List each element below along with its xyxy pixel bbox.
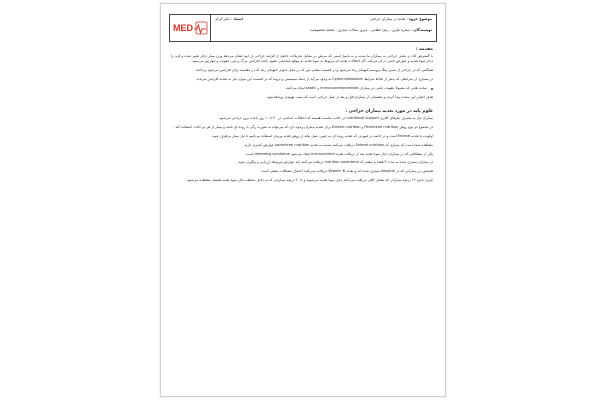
bullet-dot-icon: [431, 88, 433, 90]
paragraph: یکی از مشکلاتی که در بیماران دچار سوء تغذیه بعد از دریافت تغذیه micronutrient ایجاد می‌شود refeeding syndrome است.: [245, 151, 433, 156]
paragraph: مشاهده شده است که بیماری که Enteral nutrition دریافت می‌کنند نسبت به تغذیه parenteral nutrition عوارض کمتری دارند.: [243, 142, 433, 147]
authors-value: ستاره نیازی - زهرا نظامی - سری سالات حیدری - محمد معصومیت: [309, 27, 410, 32]
paragraph: بیماران نیاز به مصرف نیازهای کالری nutritional support در حالت مناسب هستند که اختلالات اساسی در ۳۰ تا ۱۰ روز باعث بروز جراحی می‌شود.: [218, 115, 433, 120]
document-header: [169, 14, 437, 42]
paragraph: اولویت با تغذیه Enteral است و در ادامه در صورتی که تغذیه روده ای به خوبی عمل نکند از روش تغذیه وریدی استفاده می‌کنیم تا نیاز بیمار برطرف شود.: [211, 133, 433, 138]
paragraph: هدف اصلی این مبحث پیدا کردن و پشتیبانی از بیماران قبل و بعد از عمل جراحی است که سبب بهبودی روندها شود.: [265, 95, 433, 100]
section-title-basics: علوم پایه در مورد تغذیه بیماران جراحی :: [345, 108, 433, 114]
subject-label: موضوع جزوه: [408, 17, 432, 21]
authors-row: نویسندگان : ستاره نیازی - زهرا نظامی - سری سالات حیدری - محمد معصومیت: [309, 27, 432, 32]
subject-value: تغذیه در بیماران جراحی: [370, 17, 406, 21]
med-logo: [170, 15, 211, 41]
paragraph: در بیماران بستری شده به مدت ۳ هفته یا بیشتر که nutrition parenteral دریافت می‌کنند باید عوارض مربوطه ارزیابی و پیگیری شود.: [237, 160, 433, 165]
header-title-cell: [211, 15, 436, 41]
paragraph: چیزی حدود ۱۴ درصد بیمارانی که مقدار کافی دریافت نمی‌کنند دچار سوء تغذیه می‌شوند و تا ۴۰ درصد بیمارانی که به دلایل مختلف دچار سوء تغذیه هستند مشاهده می‌شود.: [186, 178, 433, 183]
paragraph: همچنین در بیمارانی که در hospital بستری شده اند و تغذیه Vitamin B دریافت نمی‌کنند احتمال مشکلات بیشتر است.: [260, 169, 433, 174]
med-logo-icon: [172, 19, 208, 37]
section-title-intro: مقدمه :: [415, 47, 433, 52]
authors-label: نویسندگان: [413, 27, 432, 32]
paragraph: در مجموع دو نوع روش Parenteral nutrition و Enteral nutrition برای تغذیه بیماران وجود دارد که می‌تواند به صورت رگی یا روده ای باشد و بیمار از هر دو حالت استفاده کند.: [174, 124, 433, 129]
paragraph: با گسترش کاد در بخش جراحی به بیماران ما شدید و به پاسخ ایمنی که مریض در مقابل تحریکات حاصل از فرایند جراحی از خود نشان می‌دهد وزن بیمار دچار تغییر شده و فرد را دچار سوء تغذیه و عوارض ناشی از آن می‌کند. اگر اختلالات تغذیه ای مربوط به سوء تغذیه به موقع شناسایی نشود باعث افزایش مرگ و میر، عفونت و عوارض می‌شود.: [171, 54, 433, 64]
document-page: [160, 3, 446, 397]
bullet-item: [171, 86, 433, 91]
svg-text:MED: MED: [173, 23, 193, 33]
teacher-row: استاد : دکتر کرکر: [215, 17, 243, 21]
paragraph: همگامی که در جراحی از سمن بینگ پروسیه اتنهمای زیاد می‌شود و در قسمت مقدم سن که در محل جنوبی اتنهمای زیاد که در مقایسه برای افزایش می‌شود پرداخته.: [194, 68, 433, 73]
teacher-value: دکتر کرکر: [215, 17, 230, 21]
teacher-label: استاد: [233, 17, 243, 21]
paragraph: در بسیاری از شرایطی که بیمار از لحاظ شرایط hypermetabolism به وجود می‌آید از جمله سپسیس و تروما که در قسمت این موارد نیاز به تغذیه افزایش می‌یابد.: [195, 77, 433, 82]
document-body: [171, 45, 433, 390]
bullet-text: سایت هایی که معمولا عفونت ناشی در بیماران immunocompromised و septic ایجاد می‌کنند.: [285, 86, 427, 91]
subject-row: موضوع جزوه : تغذیه در بیماران جراحی: [370, 17, 432, 21]
